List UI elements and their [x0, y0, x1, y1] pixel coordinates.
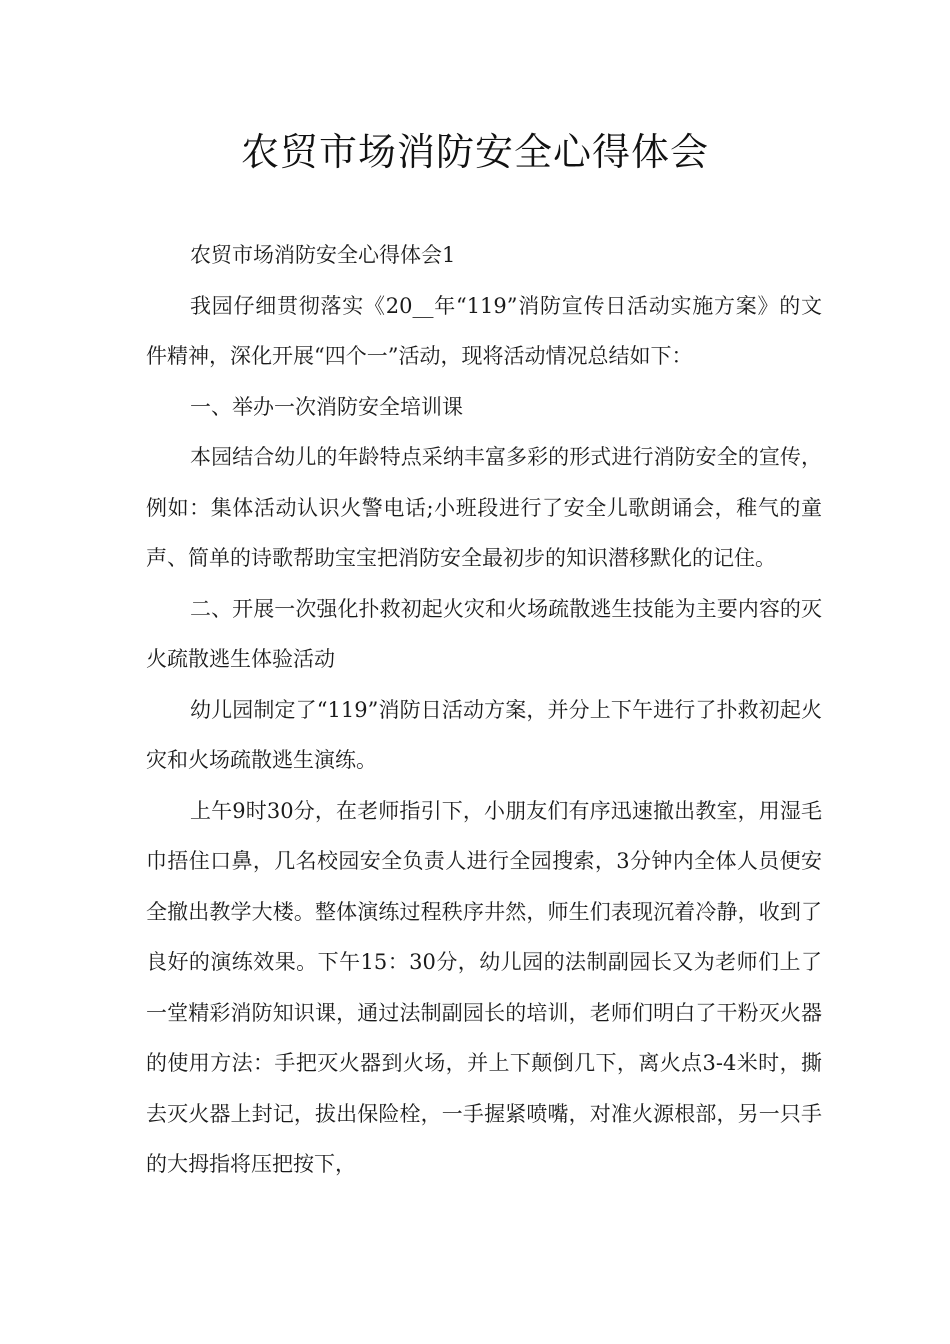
paragraph: 幼儿园制定了“119”消防日活动方案，并分上下午进行了扑救初起火灾和火场疏散逃生演练。	[146, 697, 822, 772]
subheading: 一、举办一次消防安全培训课	[190, 394, 463, 419]
document-title: 农贸市场消防安全心得体会	[240, 130, 709, 174]
paragraph: 上午9时30分，在老师指引下，小朋友们有序迅速撤出教室，用湿毛巾捂住口鼻，几名校园安全负责人进行全园搜索，3分钟内全体人员便安全撤出教学大楼。整体演练过程秩序井然，师生们表现沉着冷静，收到了良好的演练效果。下午15：30分，幼儿园的法制副园长又为老师们上了一堂精彩消防知识课，通过法制副园长的培训，老师们明白了干粉灭火器的使用方法：手把灭火器到火场，并上下颠倒几下，离火点3-4米时，撕去灭火器上封记，拔出保险栓，一手握紧喷嘴，对准火源根部，另一只手的大拇指将压把按下，	[146, 798, 822, 1176]
paragraph: 本园结合幼儿的年龄特点采纳丰富多彩的形式进行消防安全的宣传，例如：集体活动认识火警电话;小班段进行了安全儿歌朗诵会，稚气的童声、简单的诗歌帮助宝宝把消防安全最初步的知识潜移默化的记住。	[146, 445, 822, 570]
subheading: 二、开展一次强化扑救初起火灾和火场疏散逃生技能为主要内容的灭火疏散逃生体验活动	[146, 596, 822, 671]
document-body	[146, 230, 822, 1190]
section-heading: 农贸市场消防安全心得体会1	[190, 243, 456, 267]
paragraph: 我园仔细贯彻落实《20__年“119”消防宣传日活动实施方案》的文件精神，深化开展“四个一”活动，现将活动情况总结如下：	[146, 293, 822, 368]
